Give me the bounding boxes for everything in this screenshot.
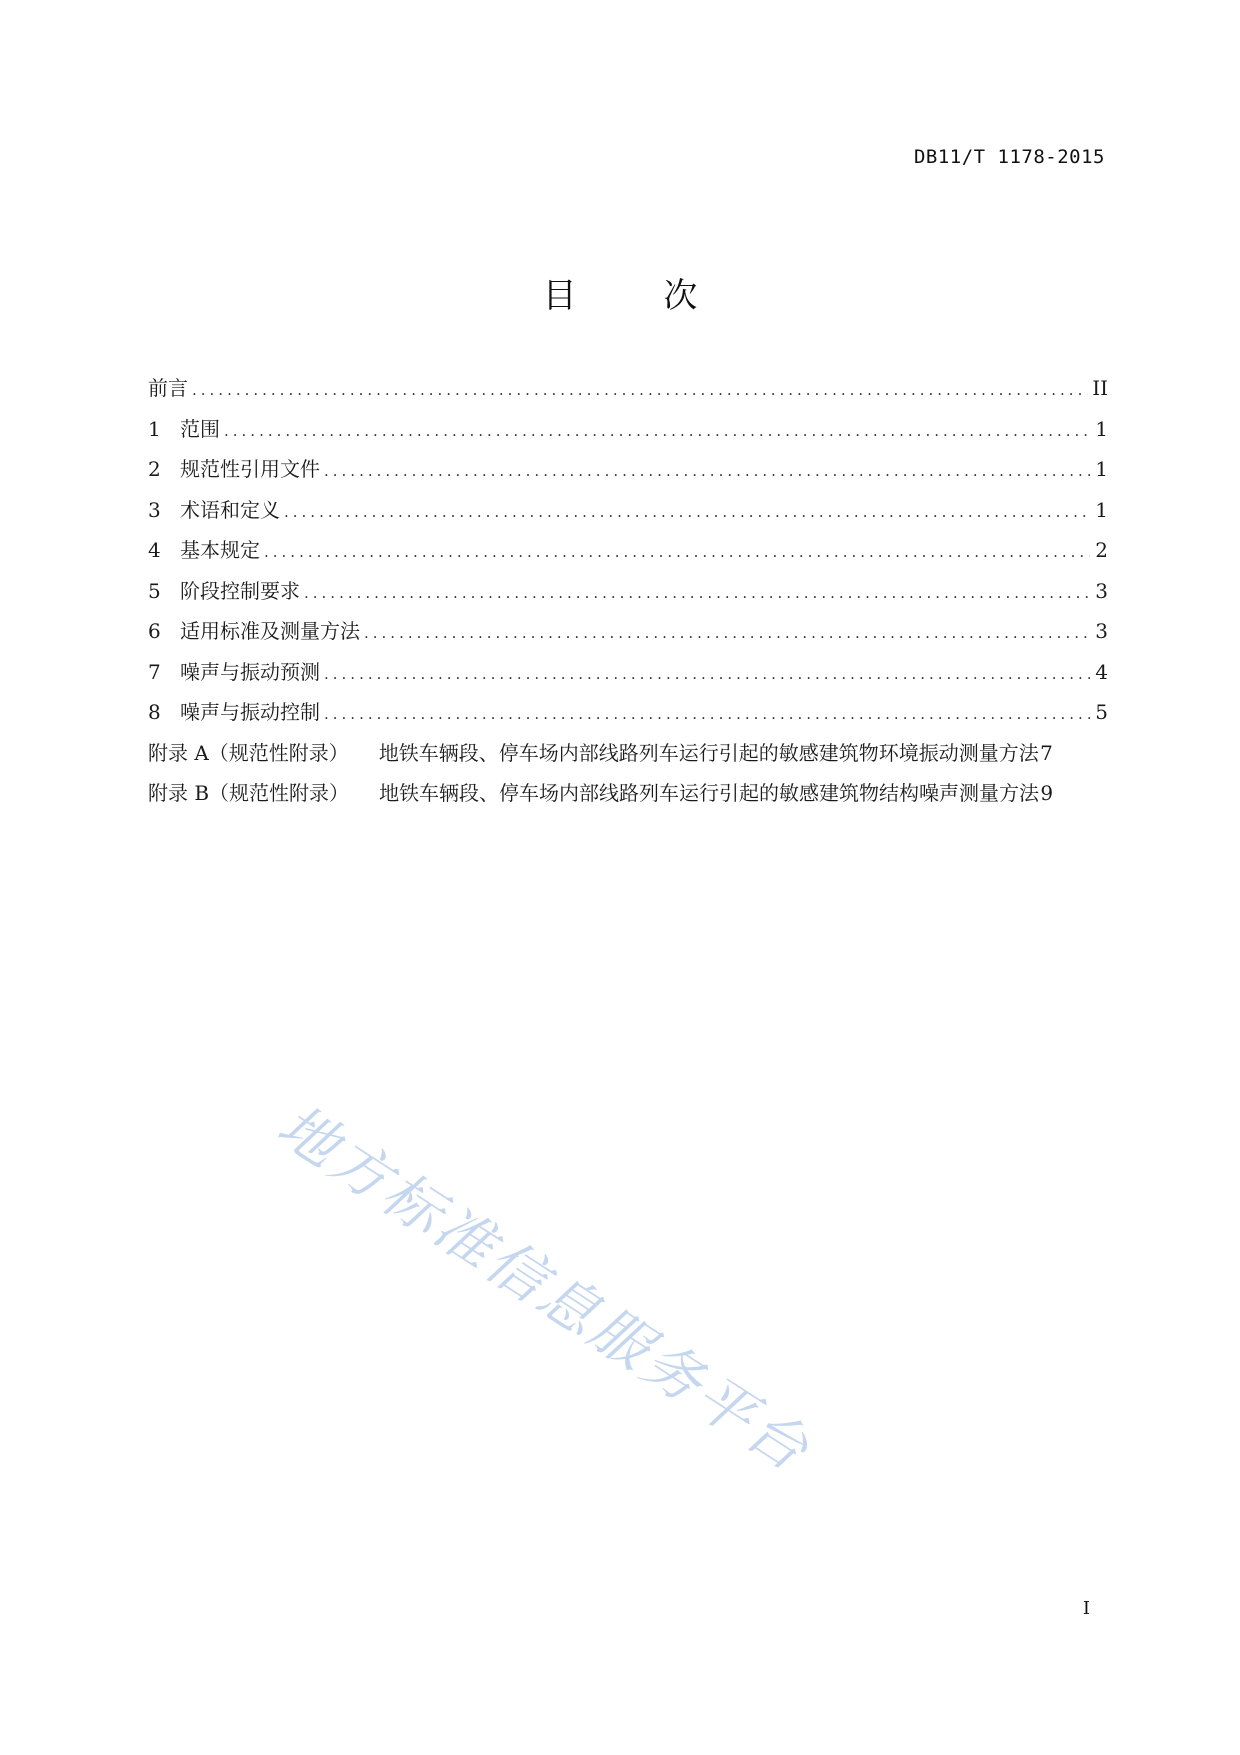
toc-entry-foreword[interactable] (148, 372, 1108, 413)
toc-entry-page: 1 (1095, 497, 1108, 522)
toc-entry-5[interactable] (148, 575, 1108, 616)
toc-leader-dots (284, 503, 1090, 521)
toc-leader-dots (192, 381, 1088, 399)
toc-entry-2[interactable] (148, 453, 1108, 494)
toc-entry-page: 5 (1095, 700, 1108, 724)
toc-entry-page: 1 (1095, 416, 1108, 441)
toc-leader-dots (324, 462, 1090, 480)
toc-entry-text: 规范性引用文件 (180, 457, 320, 481)
toc-entry-text: 前言 (148, 376, 188, 400)
toc-entry-page: 9 (1040, 781, 1054, 805)
toc-entry-4[interactable] (148, 534, 1108, 575)
toc-leader-dots (224, 422, 1090, 440)
toc-entry-text: 阶段控制要求 (180, 578, 300, 603)
page-number: I (1082, 1598, 1090, 1619)
page-title: 目 次 (542, 276, 736, 316)
toc-entry-page: II (1092, 376, 1108, 400)
toc-entry-number: 3 (148, 497, 161, 522)
toc-entry-text: 基本规定 (180, 538, 260, 562)
toc-entry-page: 1 (1095, 457, 1108, 481)
toc-entry-page: 3 (1095, 578, 1108, 603)
toc-entry-page: 7 (1040, 740, 1053, 765)
toc-entry-number: 6 (148, 619, 161, 643)
toc-leader-dots (324, 665, 1090, 683)
toc-entry-appendix-b[interactable] (148, 777, 1108, 818)
toc-entry-number: 5 (148, 578, 161, 603)
toc-entry-appendix-a[interactable] (148, 737, 1108, 778)
toc-entry-text: 术语和定义 (180, 497, 280, 522)
watermark: 地方标准信息服务平台 (265, 1090, 823, 1486)
toc-entry-text: 噪声与振动预测 (180, 659, 320, 684)
toc-entry-page: 4 (1095, 659, 1108, 684)
toc-leader-dots (364, 624, 1090, 642)
appendix-title: 地铁车辆段、停车场内部线路列车运行引起的敏感建筑物结构噪声测量方法 (379, 781, 1040, 805)
standard-code: DB11/T 1178-2015 (913, 146, 1105, 168)
appendix-label: 附录 B（规范性附录） (148, 781, 350, 805)
appendix-title: 地铁车辆段、停车场内部线路列车运行引起的敏感建筑物环境振动测量方法 (378, 740, 1039, 765)
toc-entry-7[interactable] (148, 656, 1108, 697)
table-of-contents (148, 372, 1108, 818)
toc-leader-dots (264, 543, 1090, 561)
toc-entry-number: 2 (148, 457, 161, 481)
appendix-label: 附录 A（规范性附录） (148, 740, 349, 765)
toc-entry-3[interactable] (148, 494, 1108, 535)
toc-entry-page: 3 (1095, 619, 1108, 643)
toc-entry-page: 2 (1095, 538, 1108, 562)
toc-leader-dots (324, 705, 1090, 723)
toc-entry-number: 8 (148, 700, 161, 724)
toc-entry-text: 范围 (180, 416, 220, 441)
toc-entry-8[interactable] (148, 696, 1108, 737)
toc-entry-1[interactable] (148, 413, 1108, 454)
toc-entry-number: 1 (148, 416, 161, 441)
toc-entry-number: 7 (148, 659, 161, 684)
toc-entry-6[interactable] (148, 615, 1108, 656)
toc-entry-number: 4 (148, 538, 161, 562)
toc-entry-text: 噪声与振动控制 (180, 700, 320, 724)
toc-entry-text: 适用标准及测量方法 (180, 619, 360, 643)
toc-leader-dots (304, 584, 1090, 602)
